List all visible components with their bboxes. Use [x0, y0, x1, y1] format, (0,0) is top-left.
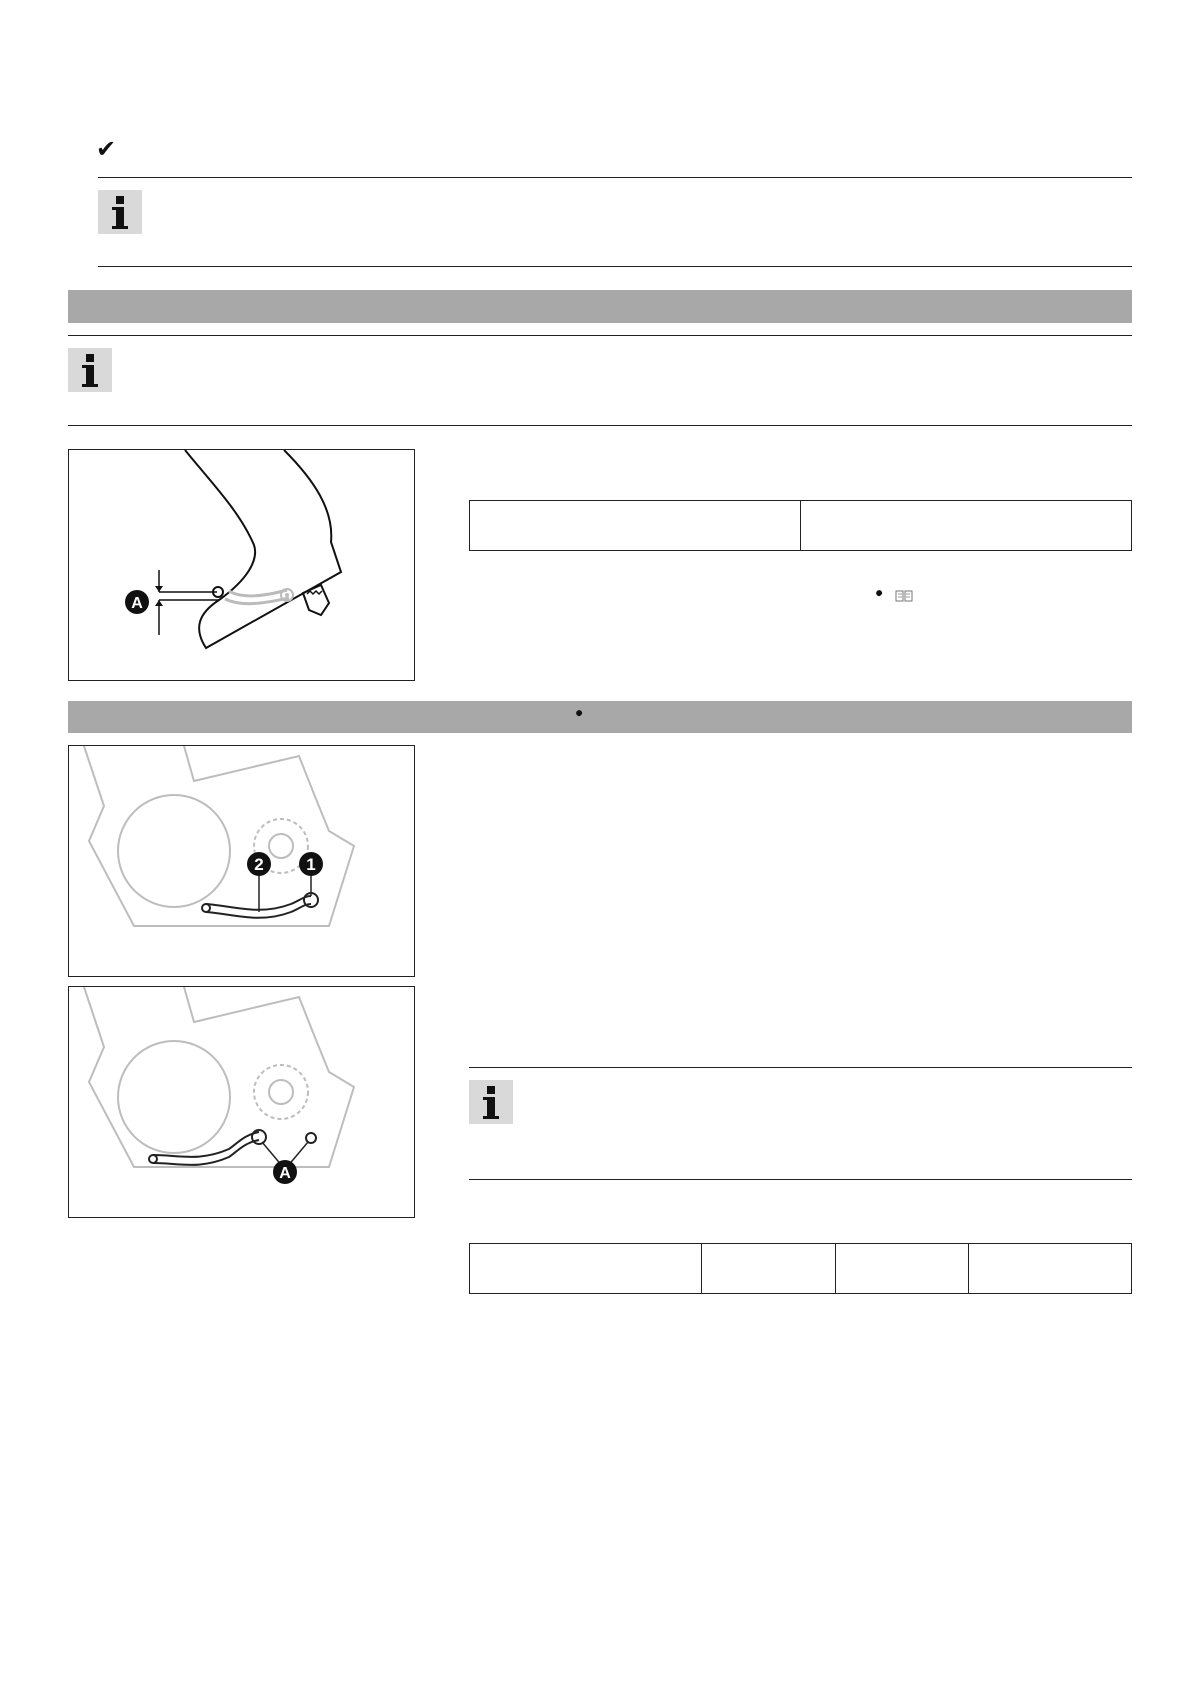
figure-pedal-linkage	[68, 745, 415, 977]
figure-label-2: 2	[254, 855, 264, 874]
figure-label-1: 1	[306, 855, 316, 874]
table-cell	[969, 1244, 1132, 1294]
figure-label-a: A	[279, 1165, 291, 1182]
spec-table-1	[469, 500, 1132, 551]
spec-table-2	[469, 1243, 1132, 1294]
info-icon	[469, 1080, 513, 1124]
table-cell	[470, 1244, 702, 1294]
wrench-icon	[572, 710, 586, 724]
divider	[98, 266, 1132, 267]
check-icon: ✔	[96, 136, 117, 163]
info-icon	[98, 190, 142, 234]
table-row	[470, 1244, 1132, 1294]
divider	[469, 1067, 1132, 1068]
wrench-icon	[872, 590, 886, 604]
divider	[469, 1179, 1132, 1180]
table-row	[470, 501, 1132, 551]
table-cell	[702, 1244, 836, 1294]
figure-label-a: A	[131, 595, 143, 612]
section-heading-bar	[68, 290, 1132, 323]
divider	[68, 425, 1132, 426]
table-cell	[470, 501, 801, 551]
table-cell	[801, 501, 1132, 551]
divider	[68, 335, 1132, 336]
section-heading-bar	[68, 701, 1132, 733]
table-cell	[836, 1244, 969, 1294]
manual-book-icon	[895, 589, 913, 603]
figure-pedal-position	[68, 986, 415, 1218]
info-icon	[68, 348, 112, 392]
figure-brake-pedal	[68, 449, 415, 681]
divider	[98, 177, 1132, 178]
